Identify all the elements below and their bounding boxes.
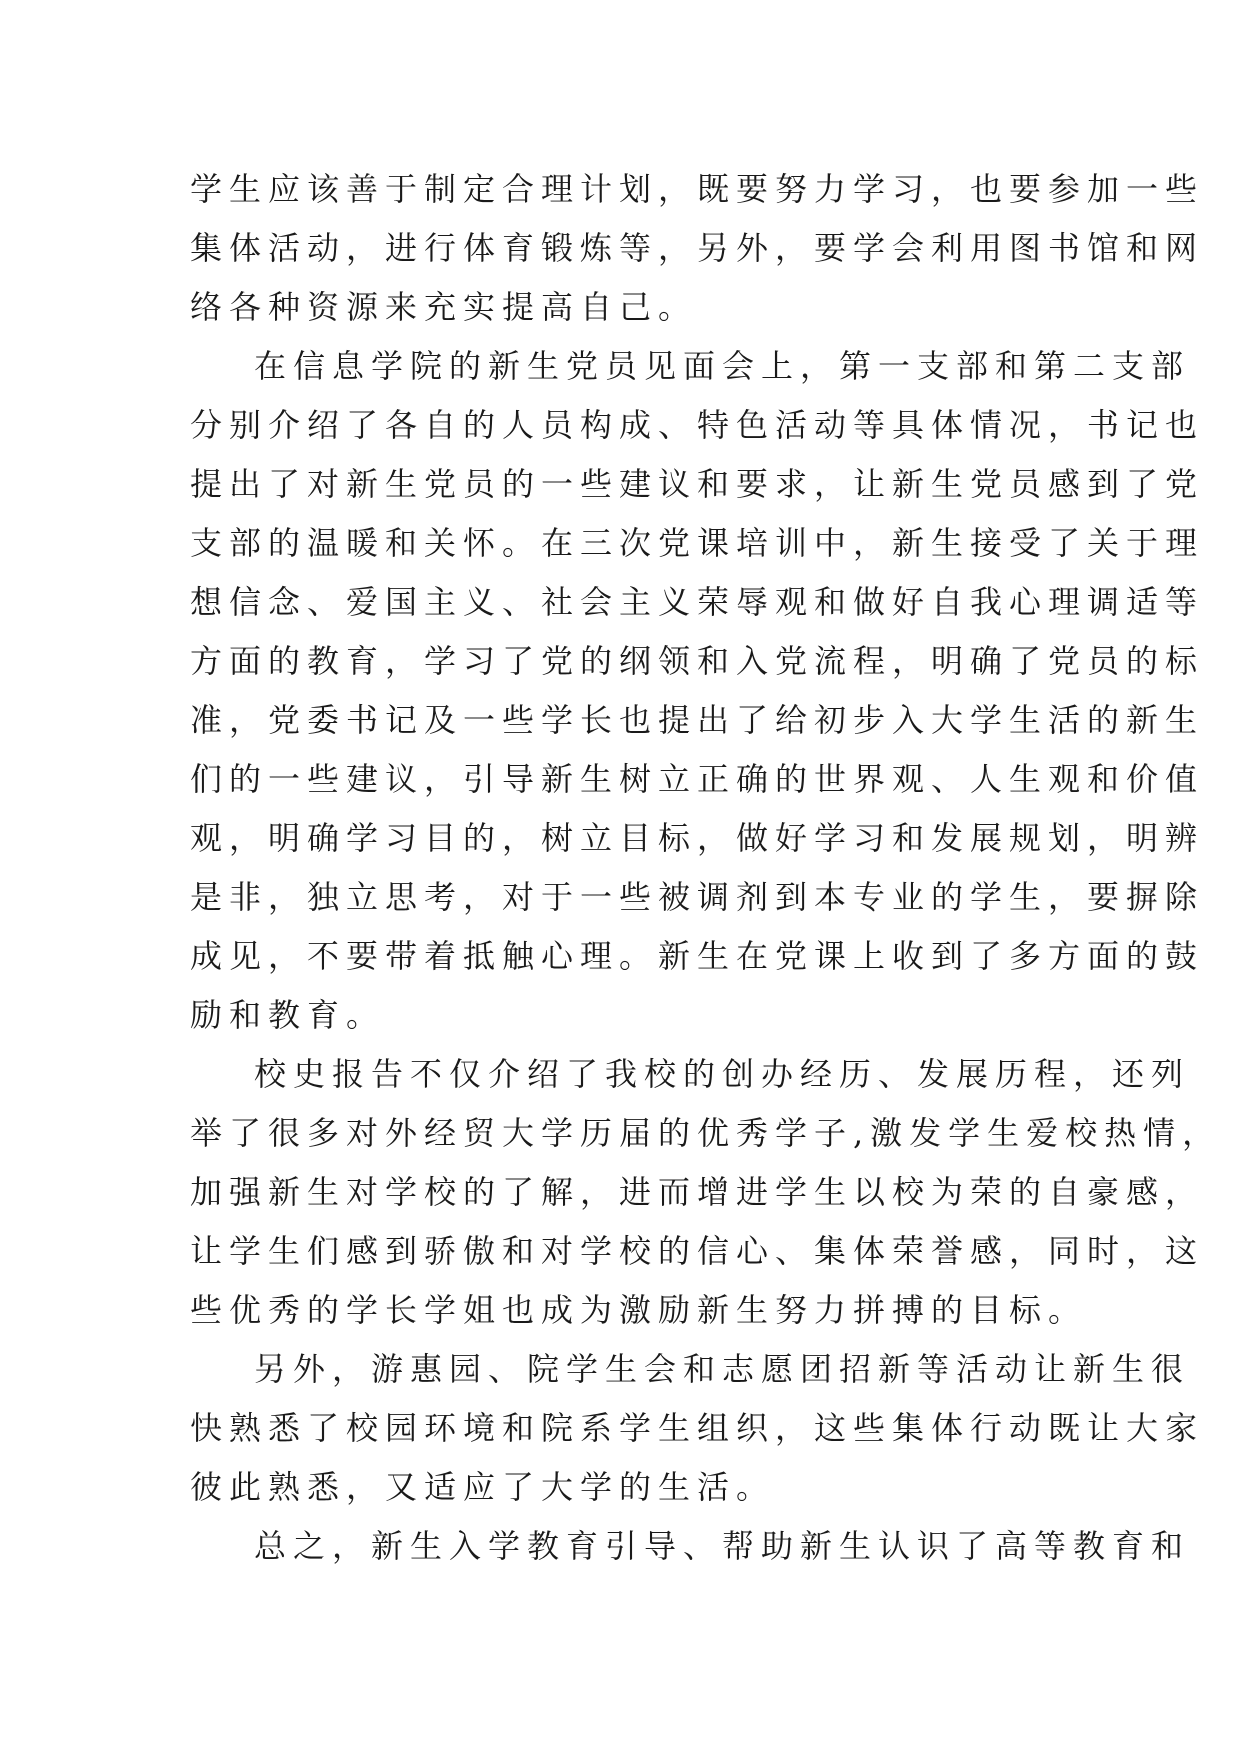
text-line: 成见，不要带着抵触心理。新生在党课上收到了多方面的鼓: [190, 937, 1205, 975]
text-line: 们的一些建议，引导新生树立正确的世界观、人生观和价值: [190, 760, 1205, 798]
text-line: 另外，游惠园、院学生会和志愿团招新等活动让新生很: [254, 1350, 1191, 1388]
paragraph-2: [190, 337, 1205, 1045]
text-line: 总之，新生入学教育引导、帮助新生认识了高等教育和: [254, 1527, 1191, 1565]
text-line: 快熟悉了校园环境和院系学生组织，这些集体行动既让大家: [190, 1409, 1205, 1447]
text-line: 加强新生对学校的了解，进而增进学生以校为荣的自豪感，: [190, 1173, 1205, 1211]
text-line: 方面的教育，学习了党的纲领和入党流程，明确了党员的标: [190, 642, 1205, 680]
text-line: 提出了对新生党员的一些建议和要求，让新生党员感到了党: [190, 465, 1205, 503]
paragraph-4: [190, 1340, 1205, 1517]
text-line: 让学生们感到骄傲和对学校的信心、集体荣誉感，同时，这: [190, 1232, 1205, 1270]
text-line: 校史报告不仅介绍了我校的创办经历、发展历程，还列: [254, 1055, 1191, 1093]
document-body: [190, 160, 1222, 1576]
text-line: 集体活动，进行体育锻炼等，另外，要学会利用图书馆和网: [190, 229, 1205, 267]
text-line: 学生应该善于制定合理计划，既要努力学习，也要参加一些: [190, 170, 1205, 208]
text-line: 观，明确学习目的，树立目标，做好学习和发展规划，明辨: [190, 819, 1205, 857]
text-line: 些优秀的学长学姐也成为激励新生努力拼搏的目标。: [190, 1291, 1088, 1329]
text-line: 想信念、爱国主义、社会主义荣辱观和做好自我心理调适等: [190, 583, 1205, 621]
paragraph-1: [190, 160, 1205, 337]
text-line: 在信息学院的新生党员见面会上，第一支部和第二支部: [254, 347, 1191, 385]
text-line: 分别介绍了各自的人员构成、特色活动等具体情况，书记也: [190, 406, 1205, 444]
text-line: 举了很多对外经贸大学历届的优秀学子,激发学生爱校热情，: [190, 1114, 1222, 1152]
text-line: 励和教育。: [190, 996, 386, 1034]
paragraph-3: [190, 1045, 1222, 1340]
paragraph-5: [190, 1517, 1191, 1576]
text-line: 彼此熟悉，又适应了大学的生活。: [190, 1468, 776, 1506]
text-line: 支部的温暖和关怀。在三次党课培训中，新生接受了关于理: [190, 524, 1205, 562]
text-line: 准，党委书记及一些学长也提出了给初步入大学生活的新生: [190, 701, 1205, 739]
text-line: 是非，独立思考，对于一些被调剂到本专业的学生，要摒除: [190, 878, 1205, 916]
text-line: 络各种资源来充实提高自己。: [190, 288, 698, 326]
